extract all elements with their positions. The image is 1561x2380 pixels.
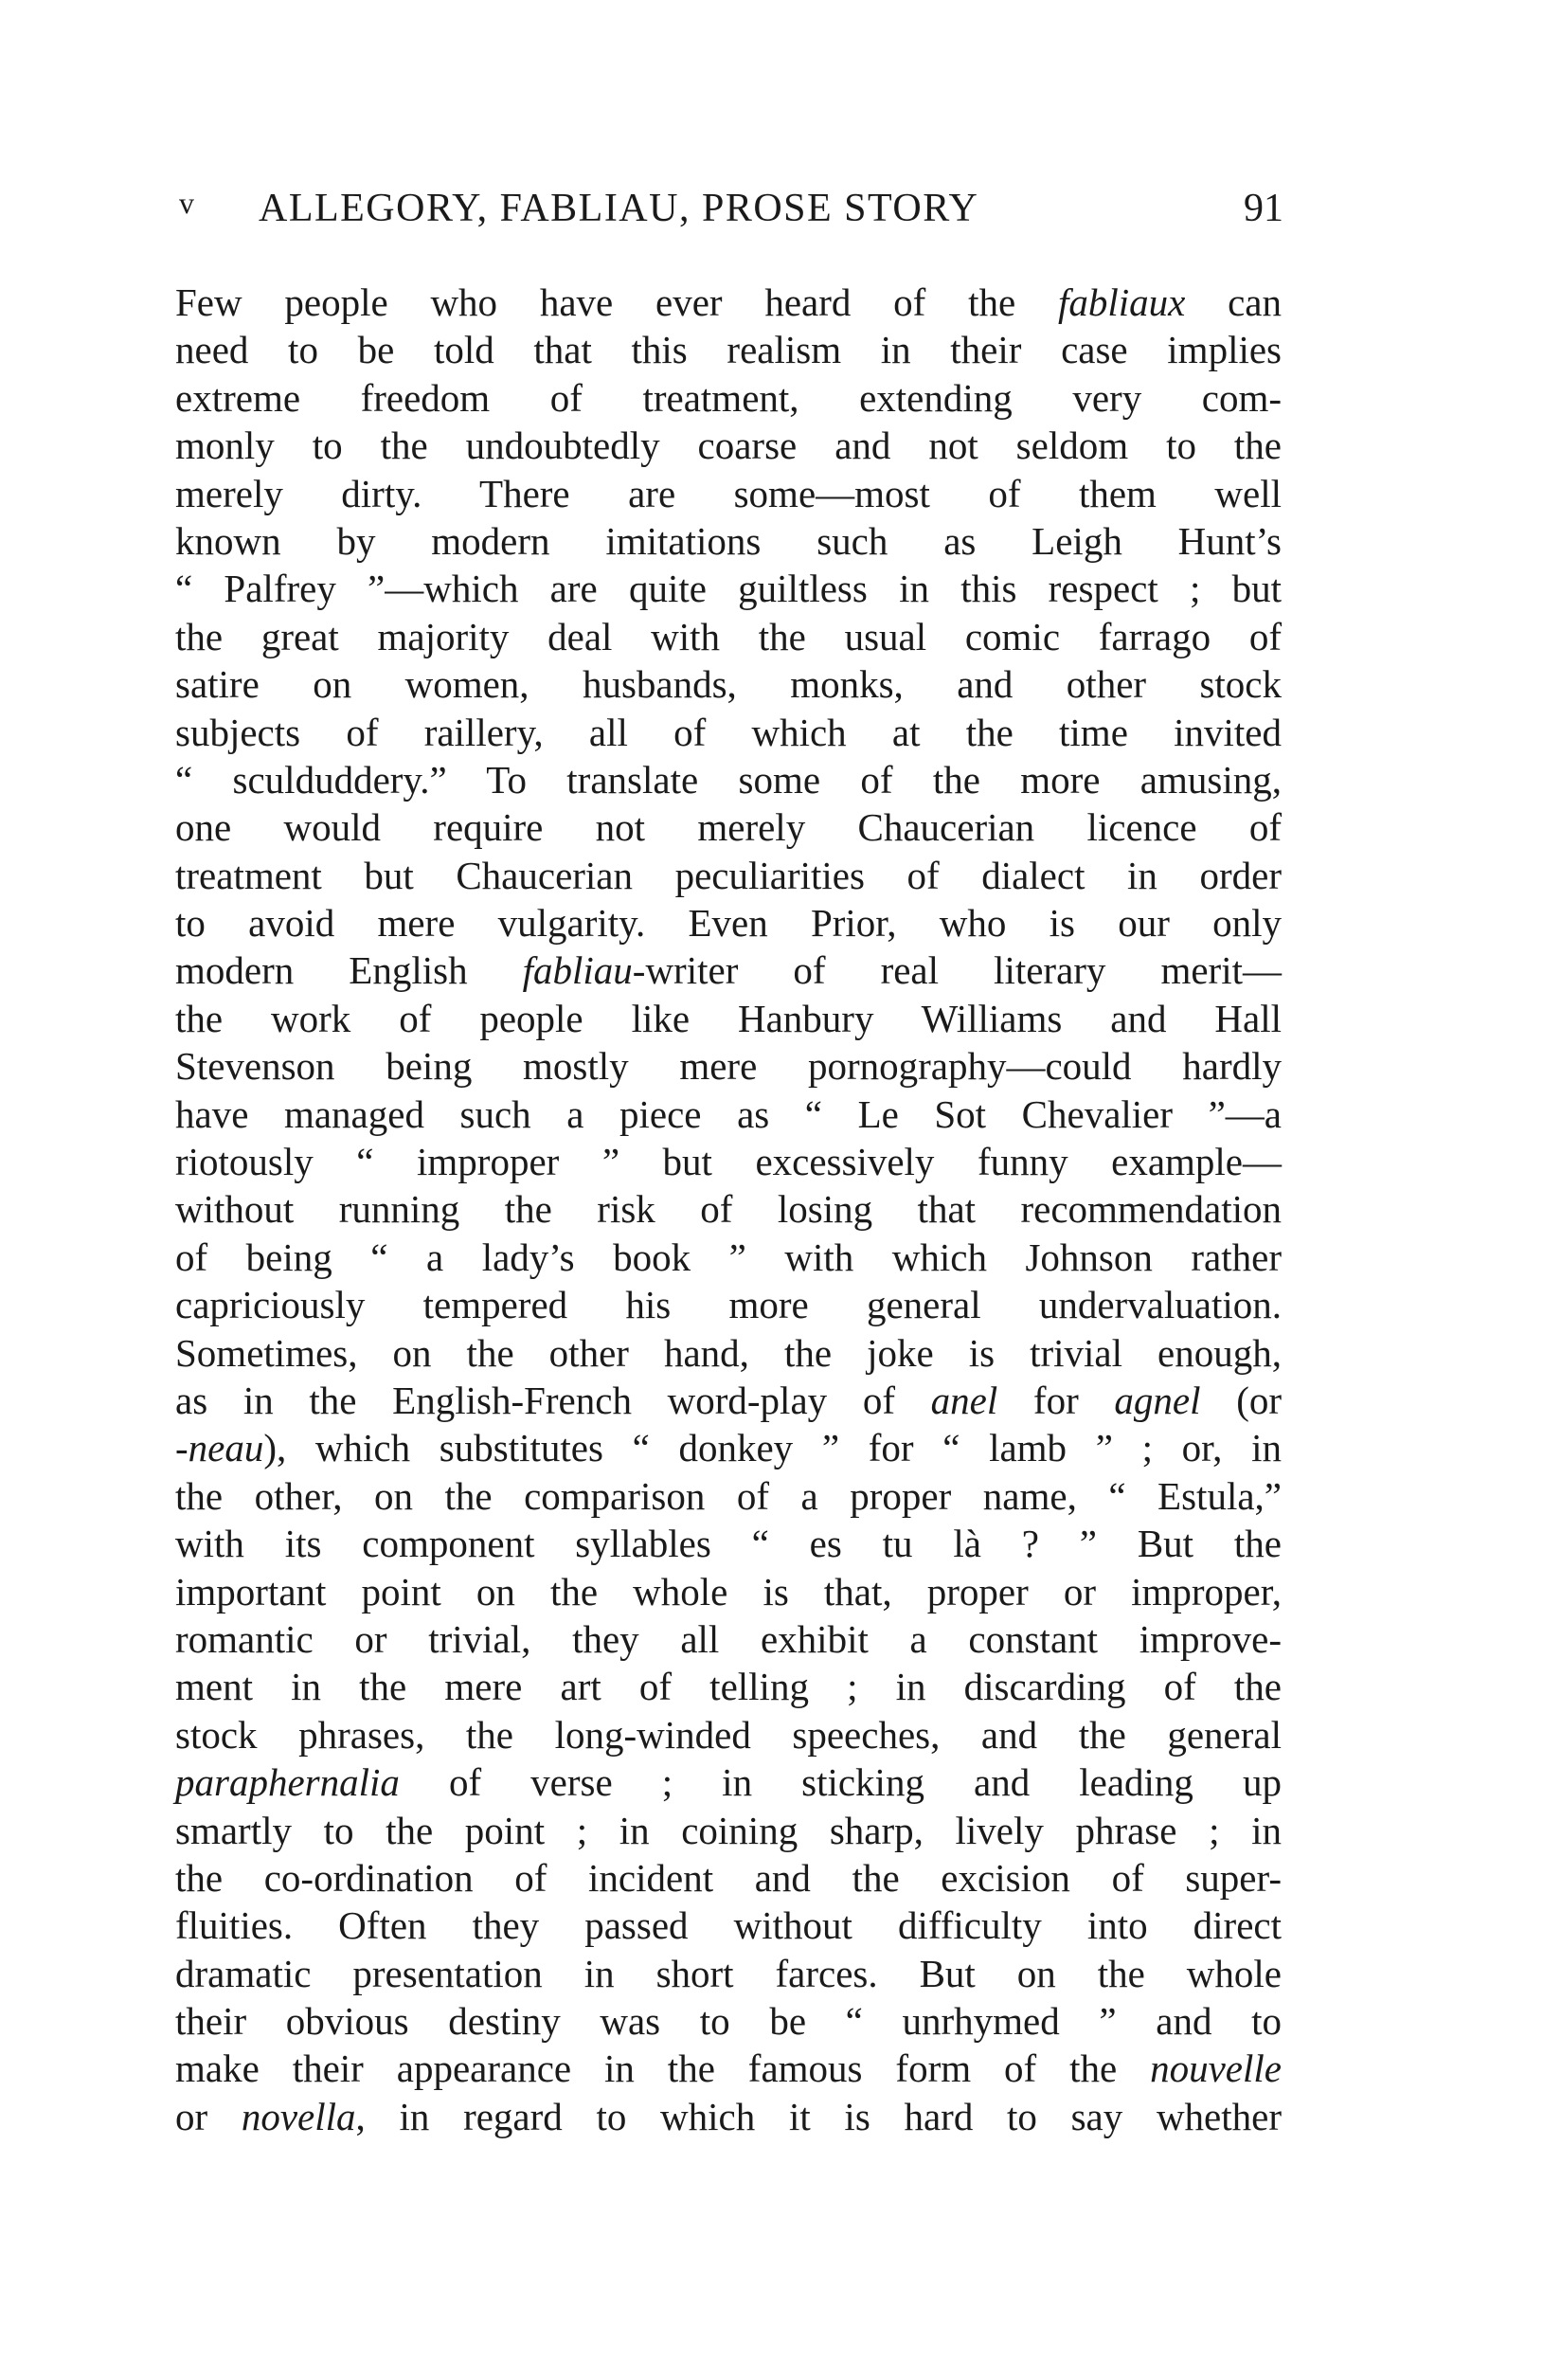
text-segment: to avoid mere vulgarity. Even Prior, who is our only [175, 901, 1282, 946]
text-line [175, 1568, 1282, 1615]
text-segment: important point on the whole is that, proper or improper, [175, 1569, 1282, 1614]
text-line [175, 803, 1282, 851]
text-line [175, 1281, 1282, 1328]
text-segment: without running the risk of losing that recommendation [175, 1187, 1282, 1232]
text-line [175, 374, 1282, 422]
italic-text: fabliaux [1057, 280, 1186, 324]
text-segment: fluities. Often they passed without difficulty into direct [175, 1903, 1282, 1948]
text-line [175, 852, 1282, 899]
text-segment: need to be told that this realism in their case implies [175, 328, 1282, 372]
text-segment: Sometimes, on the other hand, the joke is trivial enough, [175, 1330, 1282, 1375]
running-header [175, 186, 1283, 233]
text-segment: ment in the mere art of telling ; in discarding of the [175, 1665, 1282, 1709]
text-line [175, 1663, 1282, 1710]
text-segment: make their appearance in the famous form of the [175, 2046, 1151, 2091]
text-segment: -writer of real literary merit— [632, 948, 1282, 993]
text-segment: extreme freedom of treatment, extending very com- [175, 375, 1282, 420]
text-line [175, 565, 1282, 612]
text-segment: the work of people like Hanbury Williams and Hall [175, 996, 1282, 1040]
text-line [175, 2093, 1282, 2140]
text-line [175, 2045, 1282, 2092]
running-title: ALLEGORY, FABLIAU, PROSE STORY [259, 187, 979, 230]
text-line [175, 1424, 1282, 1471]
text-segment: for [997, 1378, 1115, 1422]
text-line [175, 279, 1282, 326]
text-line [175, 947, 1282, 994]
text-segment: , in regard to which it is hard to say whether [355, 2094, 1282, 2138]
text-segment: romantic or trivial, they all exhibit a constant improve- [175, 1616, 1282, 1661]
text-segment: treatment but Chaucerian peculiarities of dialect in order [175, 853, 1282, 897]
italic-text: novella [241, 2094, 356, 2138]
text-line [175, 1520, 1282, 1567]
text-segment: Stevenson being mostly mere pornography—could hardly [175, 1044, 1282, 1089]
text-line [175, 326, 1282, 373]
text-line [175, 1377, 1282, 1424]
text-line [175, 1091, 1282, 1138]
text-segment: smartly to the point ; in coining sharp, lively phrase ; in [175, 1808, 1282, 1852]
text-segment: can [1185, 280, 1282, 324]
text-segment: “ sculduddery.” To translate some of the more amusing, [175, 757, 1282, 802]
text-segment: merely dirty. There are some—most of them well [175, 471, 1282, 515]
text-line [175, 422, 1282, 469]
chapter-number: v [179, 186, 194, 220]
text-line [175, 1807, 1282, 1854]
text-segment: or [175, 2094, 242, 2138]
text-segment: one would require not merely Chaucerian licence of [175, 805, 1282, 850]
text-segment: known by modern imitations such as Leigh Hunt’s [175, 518, 1282, 563]
text-line [175, 756, 1282, 803]
text-segment: subjects of raillery, all of which at the time invited [175, 710, 1282, 754]
text-line [175, 709, 1282, 756]
text-segment: as in the English-French word-play of [175, 1378, 931, 1422]
text-segment: “ Palfrey ”—which are quite guiltless in this respect ; but [175, 567, 1282, 611]
text-segment: with its component syllables “ es tu là ? ” But the [175, 1522, 1282, 1566]
text-line [175, 613, 1282, 660]
text-line [175, 1185, 1282, 1233]
page-number: 91 [1244, 187, 1283, 230]
text-segment: of being “ a lady’s book ” with which Johnson rather [175, 1235, 1282, 1279]
text-line [175, 1711, 1282, 1758]
text-segment: (or [1200, 1378, 1283, 1422]
text-line [175, 1854, 1282, 1902]
text-line [175, 1138, 1282, 1185]
italic-text: anel [930, 1378, 998, 1422]
italic-text: paraphernalia [175, 1760, 400, 1805]
body-text [175, 279, 1282, 2140]
text-segment: ), which substitutes “ donkey ” for “ lamb ” ; or, in [263, 1426, 1282, 1470]
text-segment: modern English [175, 948, 523, 993]
text-line [175, 1472, 1282, 1520]
text-line [175, 1615, 1282, 1663]
text-segment: satire on women, husbands, monks, and other stock [175, 662, 1282, 707]
text-segment: capriciously tempered his more general undervaluation. [175, 1283, 1282, 1327]
text-line [175, 1758, 1282, 1806]
text-segment: the great majority deal with the usual comic farrago of [175, 614, 1282, 658]
text-segment: the other, on the comparison of a proper name, “ Estula,” [175, 1473, 1282, 1518]
text-segment: dramatic presentation in short farces. But on the whole [175, 1951, 1282, 1995]
text-segment: have managed such a piece as “ Le Sot Chevalier ”—a [175, 1091, 1282, 1136]
text-line [175, 1950, 1282, 1997]
text-line [175, 470, 1282, 517]
text-segment: the co-ordination of incident and the excision of super- [175, 1855, 1282, 1900]
italic-text: fabliau [522, 948, 633, 993]
italic-text: neau [188, 1426, 264, 1470]
text-segment: Few people who have ever heard of the [175, 280, 1058, 324]
italic-text: agnel [1114, 1378, 1201, 1422]
text-segment: - [175, 1426, 188, 1470]
text-segment: of verse ; in sticking and leading up [399, 1760, 1282, 1805]
text-line [175, 1997, 1282, 2045]
text-segment: their obvious destiny was to be “ unrhymed ” and to [175, 1999, 1282, 2044]
text-line [175, 1042, 1282, 1090]
text-line [175, 1902, 1282, 1949]
text-line [175, 1234, 1282, 1281]
text-segment: riotously “ improper ” but excessively funny example— [175, 1140, 1282, 1184]
text-line [175, 1329, 1282, 1377]
text-line [175, 995, 1282, 1042]
italic-text: nouvelle [1150, 2046, 1282, 2091]
text-line [175, 899, 1282, 947]
text-line [175, 517, 1282, 565]
text-line [175, 660, 1282, 708]
text-segment: monly to the undoubtedly coarse and not seldom to the [175, 424, 1282, 468]
text-segment: stock phrases, the long-winded speeches, and the general [175, 1712, 1282, 1757]
